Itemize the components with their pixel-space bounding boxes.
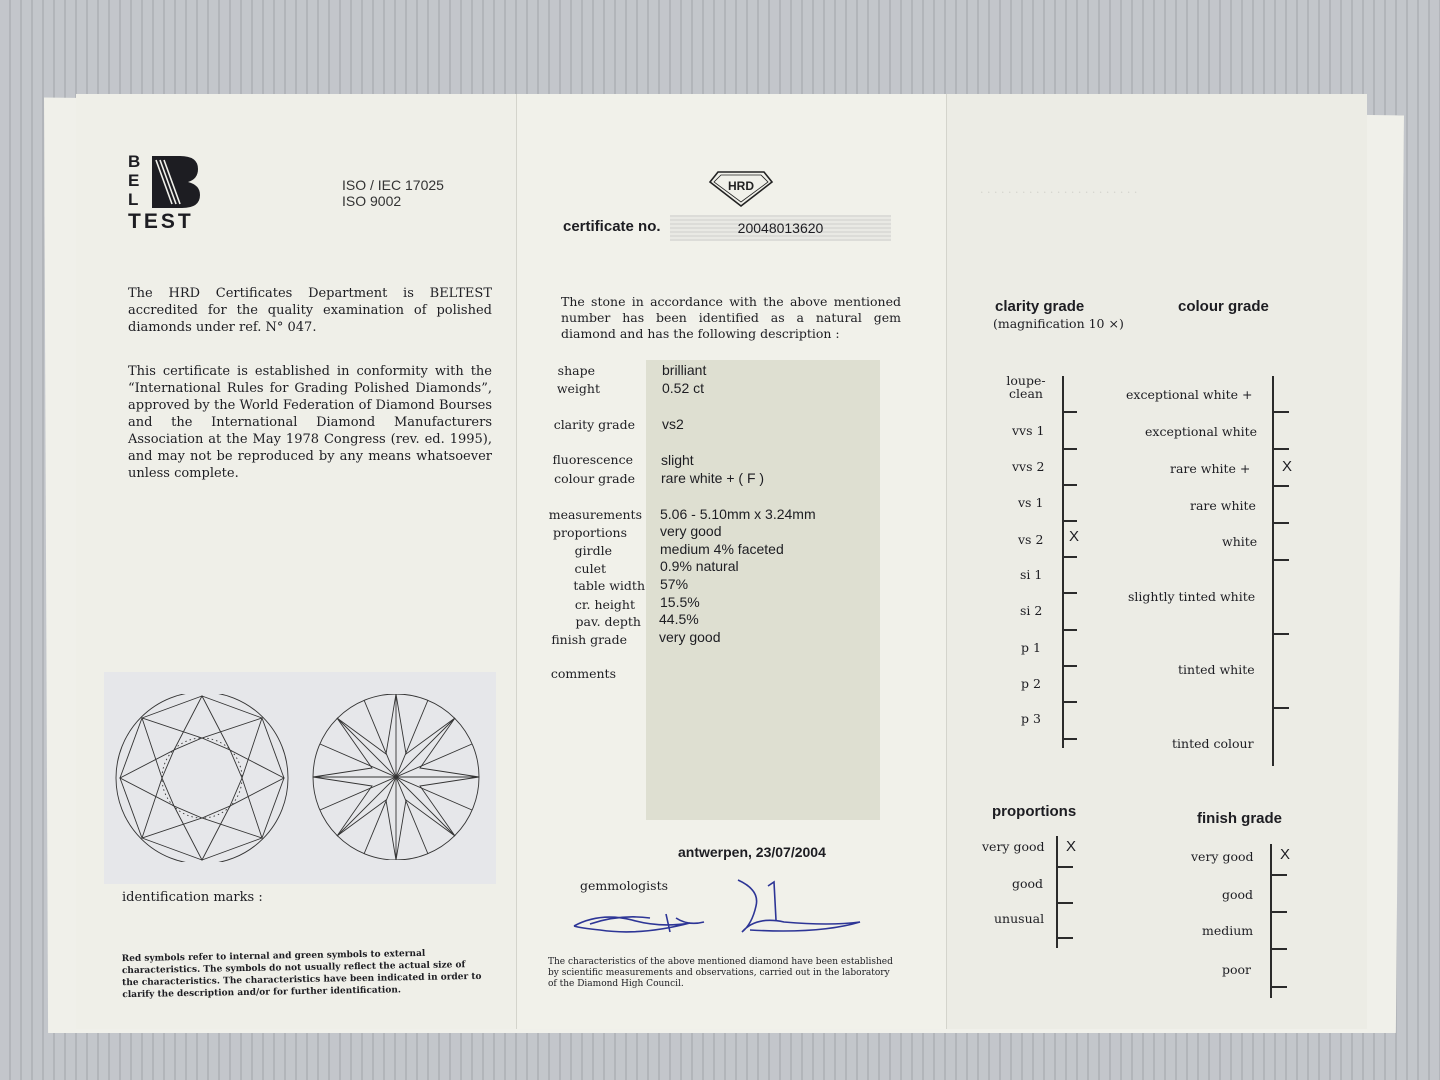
field-label: table width	[573, 578, 645, 593]
pavilion-view-diagram	[310, 694, 482, 860]
colour-tick	[1274, 522, 1289, 524]
clarity-tick	[1062, 411, 1077, 413]
finish-tick	[1272, 948, 1287, 950]
field-label: shape	[557, 363, 595, 378]
clarity-option: si 2	[1020, 603, 1043, 618]
beltest-logo-text: TEST	[128, 210, 194, 233]
accreditation-paragraph: The HRD Certificates Department is BELTEST accredited for the quality examination of polished diamonds under ref. N° 047.	[128, 286, 492, 335]
clarity-tick	[1062, 738, 1077, 740]
finish-option: medium	[1202, 923, 1254, 938]
right-panel	[946, 94, 1367, 1029]
proportions-option: good	[1012, 876, 1044, 891]
proportions-option: unusual	[994, 911, 1045, 926]
beltest-logo-letters	[128, 152, 140, 209]
finish-tick	[1272, 874, 1287, 876]
iso-standard-2: ISO 9002	[342, 193, 402, 209]
colour-grade-value: rare white + ( F )	[661, 470, 765, 486]
clarity-option: vvs 1	[1012, 423, 1045, 438]
clarity-tick	[1062, 484, 1077, 486]
proportions-tick	[1058, 866, 1073, 868]
clarity-tick	[1062, 592, 1077, 594]
clarity-option: vvs 2	[1012, 459, 1045, 474]
field-label: cr. height	[574, 597, 635, 612]
finish-tick	[1272, 986, 1287, 988]
field-label: finish grade	[551, 632, 627, 647]
field-label: measurements	[548, 507, 642, 522]
show-through-text: · · · · · · · · · · · · · · · · · · · · · · ·	[980, 186, 1138, 199]
finish-scale-axis	[1270, 844, 1272, 998]
proportions-title: proportions	[992, 803, 1077, 820]
clarity-option: vs 1	[1018, 495, 1044, 510]
crown-height-value: 15.5%	[660, 594, 700, 610]
finish-grade-value: very good	[659, 629, 721, 645]
pavilion-depth-value: 44.5%	[659, 611, 699, 627]
gemmologist-signatures	[570, 876, 870, 938]
proportions-scale-axis	[1056, 836, 1058, 948]
fluorescence-value: slight	[661, 452, 694, 468]
symbols-footnote: Red symbols refer to internal and green symbols to external characteristics. The symbols do not usually reflect the actual size of the characteristics. The characteristics have been indicated in order to clarify the description and/or for further identification.	[121, 948, 482, 1001]
finish-option: good	[1222, 887, 1254, 902]
colour-option: exceptional white +	[1126, 387, 1253, 402]
clarity-tick	[1062, 665, 1077, 667]
colour-tick	[1274, 411, 1289, 413]
measurements-value: 5.06 - 5.10mm x 3.24mm	[660, 506, 816, 522]
laboratory-disclaimer: The characteristics of the above mentioned diamond have been established by scientific measurements and observations, carried out in the laboratory of the Diamond High Council.	[548, 957, 893, 989]
finish-tick	[1272, 911, 1287, 913]
clarity-tick	[1062, 556, 1077, 558]
colour-tick	[1274, 448, 1289, 450]
finish-option: very good	[1191, 849, 1254, 864]
clarity-scale-axis	[1062, 376, 1064, 748]
colour-option: rare white	[1190, 498, 1256, 513]
conformity-paragraph: This certificate is established in conformity with the “International Rules for Grading Polished Diamonds”, approved by the World Federation of Diamond Bourses and the International Diamond Manufacturers Association at the May 1978 Congress (rev. ed. 1995), and may not be reproduced by any means whatsoever unless complete.	[128, 364, 492, 481]
clarity-tick	[1062, 629, 1077, 631]
finish-selected-mark: X	[1280, 846, 1291, 863]
beltest-logo-mark	[150, 156, 200, 208]
colour-tick	[1274, 707, 1289, 709]
girdle-value: medium 4% faceted	[660, 541, 784, 557]
identification-statement: The stone in accordance with the above mentioned number has been identified as a natural gem diamond and has the following description :	[561, 294, 901, 341]
colour-selected-mark: X	[1282, 458, 1293, 475]
clarity-tick	[1062, 701, 1077, 703]
colour-tick	[1274, 633, 1289, 635]
field-label: pav. depth	[575, 614, 641, 629]
proportions-tick	[1058, 937, 1073, 939]
colour-option: tinted colour	[1172, 736, 1254, 751]
field-label: proportions	[552, 525, 627, 540]
finish-option: poor	[1222, 962, 1252, 977]
proportions-selected-mark: X	[1066, 838, 1077, 855]
hrd-logo-text: HRD	[728, 179, 754, 193]
proportions-tick	[1058, 902, 1073, 904]
colour-option: tinted white	[1178, 662, 1255, 677]
field-label: comments	[550, 666, 616, 681]
finish-grade-title: finish grade	[1197, 810, 1283, 827]
shape-value: brilliant	[662, 362, 707, 378]
colour-grade-title: colour grade	[1178, 298, 1269, 315]
field-label: clarity grade	[553, 417, 635, 432]
clarity-option: si 1	[1020, 567, 1043, 582]
crown-view-diagram	[112, 694, 292, 862]
place-date: antwerpen, 23/07/2004	[678, 844, 826, 860]
colour-option: white	[1222, 534, 1258, 549]
clarity-option: p 1	[1021, 640, 1041, 655]
colour-tick	[1274, 559, 1289, 561]
colour-tick	[1274, 485, 1289, 487]
colour-option: slightly tinted white	[1128, 589, 1256, 604]
clarity-option: vs 2	[1018, 532, 1044, 547]
clarity-selected-mark: X	[1069, 528, 1080, 545]
certificate-number: 20048013620	[670, 215, 891, 241]
field-label: weight	[556, 381, 600, 396]
clarity-option: loupe-clean	[1006, 373, 1046, 401]
left-panel	[76, 94, 516, 1029]
iso-standard-1: ISO / IEC 17025	[342, 177, 444, 193]
field-label: girdle	[574, 543, 612, 558]
logo-letter: B	[128, 152, 141, 171]
hrd-logo	[708, 170, 774, 208]
clarity-grade-value: vs2	[662, 416, 684, 432]
gemmologists-label: gemmologists	[580, 878, 669, 893]
clarity-option: p 2	[1021, 676, 1041, 691]
clarity-magnification: (magnification 10 ×)	[993, 316, 1124, 331]
certificate-number-label: certificate no.	[563, 218, 661, 235]
table-width-value: 57%	[660, 576, 689, 592]
clarity-option: p 3	[1021, 711, 1041, 726]
field-label: colour grade	[554, 471, 635, 486]
clarity-tick	[1062, 520, 1077, 522]
logo-letter: L	[128, 190, 139, 209]
colour-option: rare white +	[1170, 461, 1251, 476]
proportions-option: very good	[982, 839, 1045, 854]
proportions-value: very good	[660, 523, 722, 539]
logo-letter: E	[128, 171, 140, 190]
field-label: fluorescence	[552, 452, 633, 467]
identification-marks-label: identification marks :	[122, 890, 263, 905]
weight-value: 0.52 ct	[662, 380, 705, 396]
field-label: culet	[574, 561, 606, 576]
culet-value: 0.9% natural	[660, 558, 739, 574]
clarity-tick	[1062, 448, 1077, 450]
clarity-grade-title: clarity grade	[995, 298, 1085, 315]
colour-option: exceptional white	[1145, 424, 1258, 439]
